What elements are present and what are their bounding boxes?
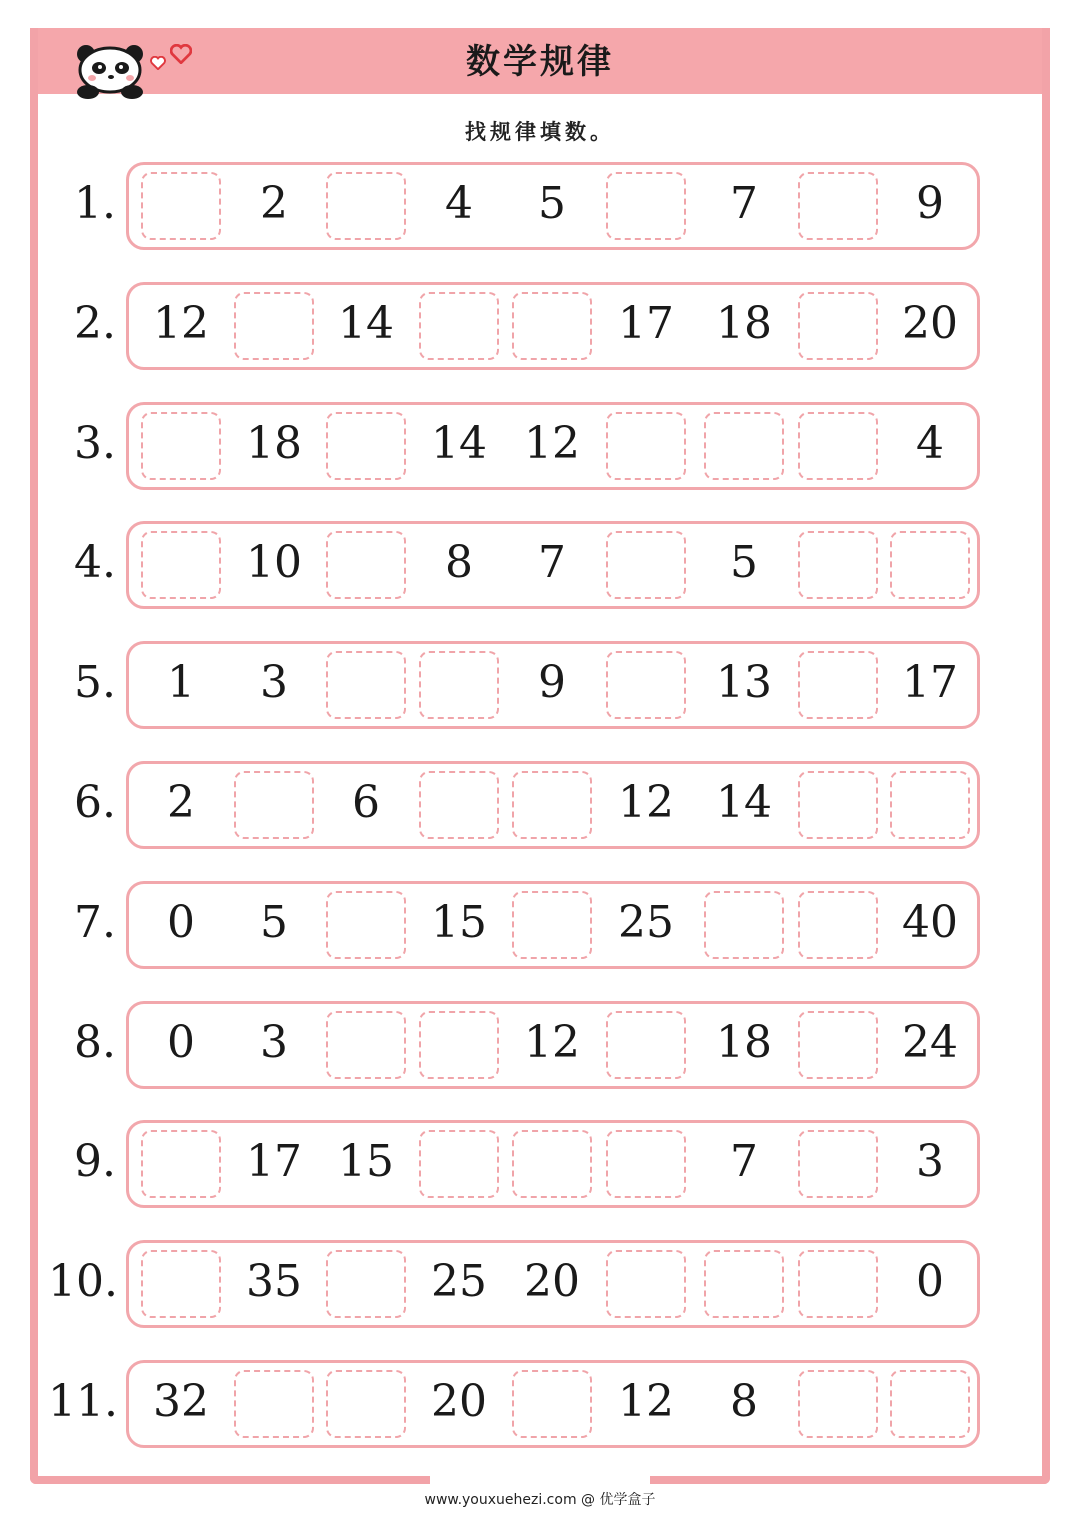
sequence-number: 18 [246, 418, 302, 469]
sequence-number: 15 [431, 897, 487, 948]
answer-blank[interactable] [798, 1370, 878, 1438]
answer-blank[interactable] [512, 1130, 592, 1198]
sequence-number: 32 [153, 1376, 209, 1427]
answer-blank[interactable] [326, 1011, 406, 1079]
sequence-number: 14 [716, 777, 772, 828]
answer-blank[interactable] [326, 891, 406, 959]
answer-blank[interactable] [326, 172, 406, 240]
answer-blank[interactable] [798, 891, 878, 959]
sequence-number: 14 [338, 298, 394, 349]
answer-blank[interactable] [141, 1130, 221, 1198]
answer-blank[interactable] [606, 1130, 686, 1198]
sequence-number: 0 [167, 1017, 195, 1068]
sequence-number: 7 [730, 178, 758, 229]
sequence-number: 18 [716, 298, 772, 349]
sequence-number: 0 [916, 1256, 944, 1307]
footer-gap [430, 1474, 650, 1488]
sequence-number: 12 [618, 1376, 674, 1427]
answer-blank[interactable] [798, 172, 878, 240]
sequence-number: 2 [260, 178, 288, 229]
answer-blank[interactable] [704, 1250, 784, 1318]
sequence-number: 10 [246, 537, 302, 588]
answer-blank[interactable] [798, 1250, 878, 1318]
answer-blank[interactable] [234, 1370, 314, 1438]
sequence-number: 7 [538, 537, 566, 588]
sequence-number: 12 [618, 777, 674, 828]
answer-blank[interactable] [326, 531, 406, 599]
sequence-number: 12 [153, 298, 209, 349]
answer-blank[interactable] [798, 531, 878, 599]
answer-blank[interactable] [606, 531, 686, 599]
answer-blank[interactable] [606, 412, 686, 480]
sequence-number: 3 [916, 1136, 944, 1187]
sequence-number: 40 [902, 897, 958, 948]
answer-blank[interactable] [512, 891, 592, 959]
answer-blank[interactable] [419, 1011, 499, 1079]
sequence-number: 12 [524, 1017, 580, 1068]
answer-blank[interactable] [704, 412, 784, 480]
page-title: 数学规律 [466, 42, 614, 82]
exercise-number: 8. [74, 1017, 116, 1068]
answer-blank[interactable] [512, 771, 592, 839]
answer-blank[interactable] [326, 1250, 406, 1318]
answer-blank[interactable] [234, 292, 314, 360]
sequence-number: 1 [167, 657, 195, 708]
sequence-number: 18 [716, 1017, 772, 1068]
answer-blank[interactable] [419, 651, 499, 719]
answer-blank[interactable] [798, 1130, 878, 1198]
answer-blank[interactable] [890, 771, 970, 839]
sequence-number: 17 [902, 657, 958, 708]
answer-blank[interactable] [704, 891, 784, 959]
sequence-number: 4 [445, 178, 473, 229]
answer-blank[interactable] [798, 412, 878, 480]
sequence-number: 15 [338, 1136, 394, 1187]
answer-blank[interactable] [606, 1011, 686, 1079]
sequence-number: 25 [431, 1256, 487, 1307]
answer-blank[interactable] [326, 412, 406, 480]
exercise-number: 9. [74, 1136, 116, 1187]
sequence-number: 12 [524, 418, 580, 469]
sequence-number: 9 [538, 657, 566, 708]
answer-blank[interactable] [890, 531, 970, 599]
answer-blank[interactable] [798, 771, 878, 839]
answer-blank[interactable] [141, 412, 221, 480]
answer-blank[interactable] [512, 1370, 592, 1438]
exercise-number: 2. [74, 298, 116, 349]
answer-blank[interactable] [141, 172, 221, 240]
exercise-number: 4. [74, 537, 116, 588]
sequence-number: 25 [618, 897, 674, 948]
answer-blank[interactable] [141, 531, 221, 599]
answer-blank[interactable] [512, 292, 592, 360]
sequence-number: 24 [902, 1017, 958, 1068]
instruction: 找规律填数。 [465, 120, 615, 144]
exercise-number: 7. [74, 897, 116, 948]
sequence-number: 9 [916, 178, 944, 229]
answer-blank[interactable] [419, 1130, 499, 1198]
sequence-number: 7 [730, 1136, 758, 1187]
sequence-number: 3 [260, 1017, 288, 1068]
exercise-number: 3. [74, 418, 116, 469]
sequence-number: 4 [916, 418, 944, 469]
sequence-number: 6 [352, 777, 380, 828]
answer-blank[interactable] [234, 771, 314, 839]
sequence-number: 3 [260, 657, 288, 708]
sequence-number: 5 [260, 897, 288, 948]
sequence-number: 20 [524, 1256, 580, 1307]
sequence-number: 0 [167, 897, 195, 948]
sequence-number: 13 [716, 657, 772, 708]
answer-blank[interactable] [419, 771, 499, 839]
exercise-number: 1. [74, 178, 116, 229]
answer-blank[interactable] [798, 292, 878, 360]
answer-blank[interactable] [141, 1250, 221, 1318]
exercise-number: 5. [74, 657, 116, 708]
answer-blank[interactable] [606, 172, 686, 240]
sequence-number: 5 [538, 178, 566, 229]
answer-blank[interactable] [606, 1250, 686, 1318]
answer-blank[interactable] [798, 651, 878, 719]
answer-blank[interactable] [798, 1011, 878, 1079]
answer-blank[interactable] [419, 292, 499, 360]
sequence-number: 20 [431, 1376, 487, 1427]
sequence-number: 20 [902, 298, 958, 349]
sequence-number: 8 [445, 537, 473, 588]
sequence-number: 17 [246, 1136, 302, 1187]
sequence-number: 17 [618, 298, 674, 349]
sequence-number: 35 [246, 1256, 302, 1307]
exercise-number: 6. [74, 777, 116, 828]
sequence-number: 5 [730, 537, 758, 588]
answer-blank[interactable] [606, 651, 686, 719]
answer-blank[interactable] [326, 651, 406, 719]
answer-blank[interactable] [326, 1370, 406, 1438]
sequence-number: 2 [167, 777, 195, 828]
footer-text: www.youxuehezi.com @ 优学盒子 [424, 1492, 656, 1508]
exercise-number: 10. [48, 1256, 118, 1307]
sequence-number: 14 [431, 418, 487, 469]
answer-blank[interactable] [890, 1370, 970, 1438]
sequence-number: 8 [730, 1376, 758, 1427]
exercise-number: 11. [48, 1376, 118, 1427]
